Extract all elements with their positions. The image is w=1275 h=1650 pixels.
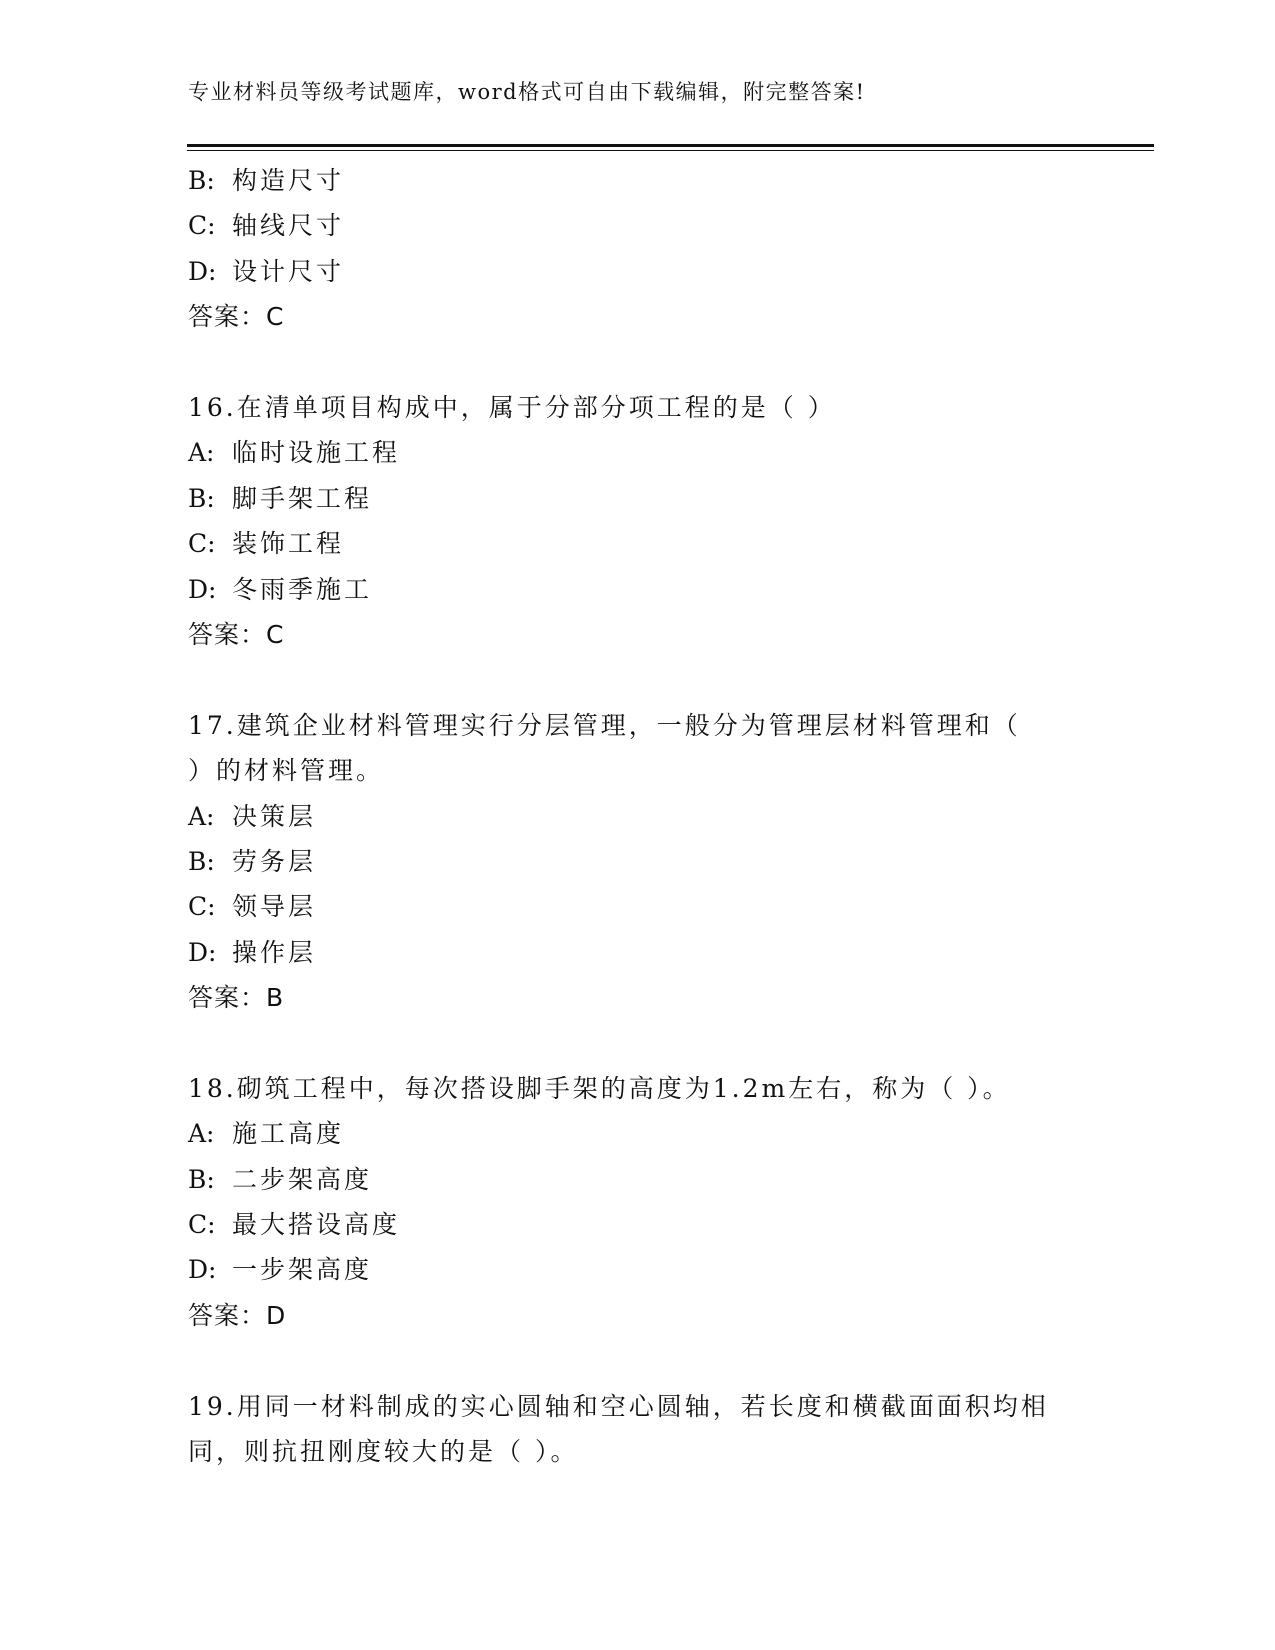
spacer bbox=[188, 340, 1088, 385]
spacer bbox=[188, 657, 1088, 702]
option-label: D: bbox=[188, 574, 217, 604]
option-text: 劳务层 bbox=[232, 846, 317, 876]
answer-line: 答案：D bbox=[188, 1300, 287, 1330]
answer-line: 答案：C bbox=[188, 619, 285, 649]
option-a bbox=[188, 794, 1088, 839]
option-text: 脚手架工程 bbox=[232, 483, 373, 513]
question-17 bbox=[188, 703, 1088, 1021]
question-stem: 18.砌筑工程中，每次搭设脚手架的高度为1.2m左右，称为（ ）。 bbox=[188, 1073, 1011, 1103]
question-stem-continued: 同，则抗扭刚度较大的是（ ）。 bbox=[188, 1437, 579, 1467]
spacer bbox=[188, 1338, 1088, 1383]
option-label: C: bbox=[188, 892, 216, 922]
option-d bbox=[188, 1247, 1088, 1292]
option-label: D: bbox=[188, 937, 217, 967]
option-d bbox=[188, 930, 1088, 975]
question-stem: 16.在清单项目构成中，属于分部分项工程的是（ ） bbox=[188, 392, 836, 422]
option-c bbox=[188, 884, 1088, 929]
option-text: 决策层 bbox=[232, 801, 317, 831]
question-stem: 17.建筑企业材料管理实行分层管理，一般分为管理层材料管理和（ bbox=[188, 710, 1021, 740]
option-a bbox=[188, 1111, 1088, 1156]
option-text: 轴线尺寸 bbox=[232, 211, 345, 241]
question-stem-continued: ）的材料管理。 bbox=[188, 756, 385, 786]
option-label: C: bbox=[188, 1210, 216, 1240]
option-label: C: bbox=[188, 529, 216, 559]
option-text: 装饰工程 bbox=[232, 529, 345, 559]
spacer bbox=[188, 1020, 1088, 1065]
option-label: D: bbox=[188, 1255, 217, 1285]
option-label: B: bbox=[188, 483, 215, 513]
option-label: B: bbox=[188, 166, 215, 195]
option-b bbox=[188, 158, 1088, 203]
option-c bbox=[188, 1202, 1088, 1247]
option-label: D: bbox=[188, 256, 217, 286]
answer-line: 答案：C bbox=[188, 302, 285, 332]
question-19 bbox=[188, 1384, 1088, 1475]
option-label: A: bbox=[188, 438, 215, 468]
answer-line: 答案：B bbox=[188, 983, 285, 1013]
option-c bbox=[188, 203, 1088, 248]
option-label: B: bbox=[188, 1164, 215, 1194]
question-16 bbox=[188, 385, 1088, 657]
option-a bbox=[188, 430, 1088, 475]
option-label: C: bbox=[188, 211, 216, 241]
option-text: 一步架高度 bbox=[232, 1255, 373, 1285]
option-text: 施工高度 bbox=[232, 1119, 345, 1149]
option-b bbox=[188, 839, 1088, 884]
option-label: A: bbox=[188, 801, 215, 831]
header-rule-thin bbox=[187, 150, 1154, 151]
option-text: 冬雨季施工 bbox=[232, 574, 373, 604]
option-d bbox=[188, 567, 1088, 612]
option-text: 临时设施工程 bbox=[232, 438, 401, 468]
option-text: 最大搭设高度 bbox=[232, 1210, 401, 1240]
option-text: 领导层 bbox=[232, 892, 317, 922]
option-label: A: bbox=[188, 1119, 215, 1149]
option-text: 二步架高度 bbox=[232, 1164, 373, 1194]
header-rule-thick bbox=[187, 144, 1154, 147]
option-text: 操作层 bbox=[232, 937, 317, 967]
option-c bbox=[188, 521, 1088, 566]
option-d bbox=[188, 249, 1088, 294]
question-18 bbox=[188, 1066, 1088, 1338]
question-stem: 19.用同一材料制成的实心圆轴和空心圆轴，若长度和横截面面积均相 bbox=[188, 1391, 1049, 1421]
carryover-question bbox=[188, 158, 1088, 340]
option-label: B: bbox=[188, 846, 215, 876]
page-header: 专业材料员等级考试题库，word格式可自由下载编辑，附完整答案! bbox=[188, 80, 866, 104]
option-b bbox=[188, 476, 1088, 521]
option-b bbox=[188, 1157, 1088, 1202]
option-text: 构造尺寸 bbox=[232, 166, 345, 195]
option-text: 设计尺寸 bbox=[232, 256, 345, 286]
question-list bbox=[188, 158, 1088, 1474]
